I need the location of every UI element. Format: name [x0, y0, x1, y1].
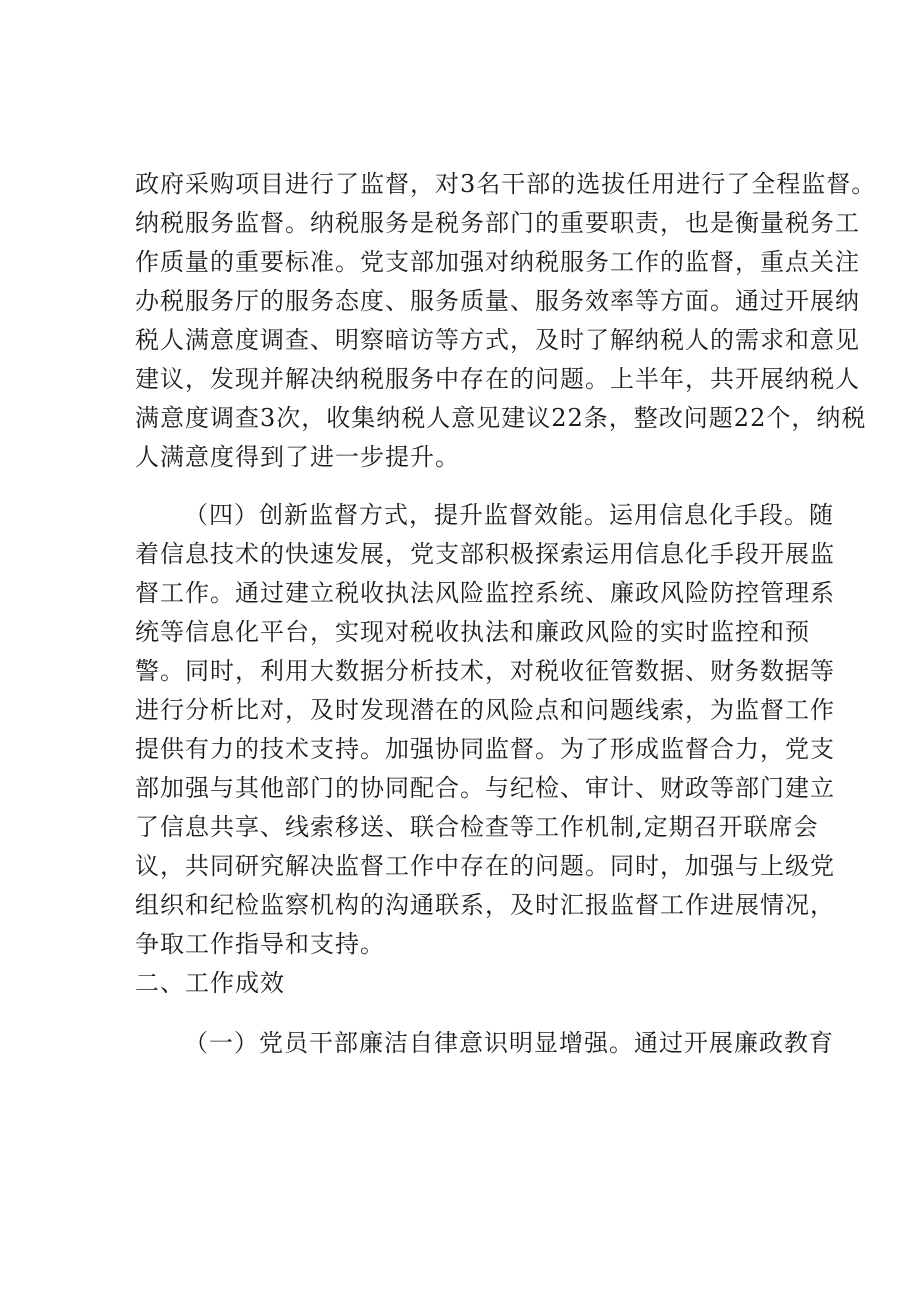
text-line: 人满意度得到了进一步提升。	[135, 443, 460, 471]
text-line: 纳税服务监督。纳税服务是税务部门的重要职责，也是衡量税务工	[135, 209, 860, 237]
section-heading-4: （四）创新监督方式，提升监督效能。运用信息化手段。随	[184, 501, 834, 529]
text-line: 二、工作成效	[135, 969, 285, 997]
text-line: 部加强与其他部门的协同配合。与纪检、审计、财政等部门建立	[135, 774, 835, 802]
text-line: 税人满意度调查、明察暗访等方式，及时了解纳税人的需求和意见	[135, 326, 860, 354]
text-line: 议，共同研究解决监督工作中存在的问题。同时，加强与上级党	[135, 852, 835, 880]
text-line: 建议，发现并解决纳税服务中存在的问题。上半年，共开展纳税人	[135, 365, 860, 393]
text-line: 了信息共享、线索移送、联合检查等工作机制,定期召开联席会	[135, 813, 819, 841]
text-line: 进行分析比对，及时发现潜在的风险点和问题线索，为监督工作	[135, 696, 835, 724]
text-line: 办税服务厅的服务态度、服务质量、服务效率等方面。通过开展纳	[135, 287, 860, 315]
subsection-heading-1	[200, 1075, 914, 1115]
text-line: 统等信息化平台，实现对税收执法和廉政风险的实时监控和预	[135, 618, 810, 646]
text-line: 争取工作指导和支持。	[135, 930, 385, 958]
text-line: 组织和纪检监察机构的沟通联系，及时汇报监督工作进展情况，	[135, 891, 835, 919]
section-heading-2: （一）党员干部廉洁自律意识明显增强。通过开展廉政教育	[184, 1029, 834, 1057]
text-line: 督工作。通过建立税收执法风险监控系统、廉政风险防控管理系	[135, 579, 835, 607]
text-line: 作质量的重要标准。党支部加强对纳税服务工作的监督，重点关注	[135, 248, 860, 276]
text-line: 提供有力的技术支持。加强协同监督。为了形成监督合力，党支	[135, 735, 835, 763]
text-line: 着信息技术的快速发展，党支部积极探索运用信息化手段开展监	[135, 540, 835, 568]
text-line: 满意度调查3次，收集纳税人意见建议22条，整改问题22个，纳税	[135, 404, 867, 432]
text-line: 政府采购项目进行了监督，对3名干部的选拔任用进行了全程监督。	[135, 170, 877, 198]
text-line: 警。同时，利用大数据分析技术，对税收征管数据、财务数据等	[135, 657, 835, 685]
